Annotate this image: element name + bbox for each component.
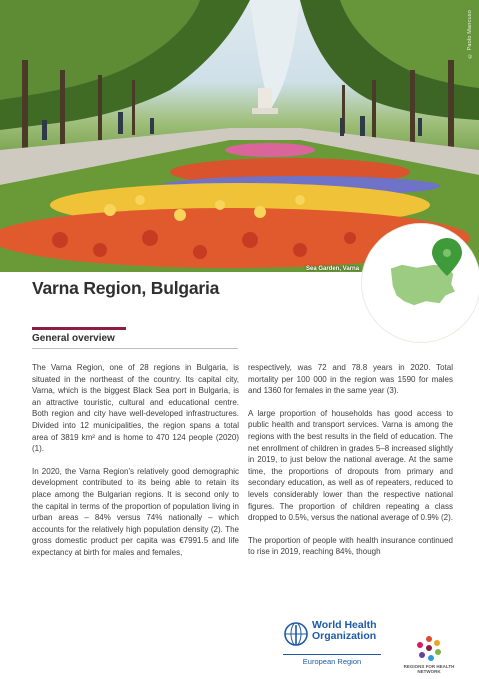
photo-caption: Sea Garden, Varna: [306, 266, 360, 272]
photo-credit: © Paolo Mancuso: [467, 10, 473, 59]
paragraph: In 2020, the Varna Region's relatively good demographic development contributed to its being able to retain its place among the Bulgarian regions. It is second only to the capital in terms of the proportion of population living in urban areas – 84% versus 74% nationally – which accounts for the relatively high population density (2). The gross domestic product per capita was €7991.5 and life expectancy at birth for males and females,: [32, 466, 239, 557]
section-title: General overview: [32, 333, 115, 344]
who-name: [312, 620, 377, 642]
location-map: [362, 224, 479, 342]
paragraph: respectively, was 72 and 78.8 years in 2020. Total mortality per 100 000 in the region was 1590 for males and 1360 for females in the same year (3).: [248, 363, 453, 396]
section-accent-bar: [32, 327, 126, 330]
who-emblem-icon: [283, 621, 309, 647]
who-logo: [283, 618, 383, 668]
paragraph: A large proportion of households has good access to public health and transport services. Varna is among the regions with the best results in the field of education. The net enrollment of children in grades 5–8 increased slightly in 2019, to just below the national average. At the same time, the proportions of dropouts from primary and secondary education, as well as of repeaters, reduced to levels considerably lower than the respective national figures. The proportion of children repeating a class dropped to 0.5%, versus the national average of 0.9% (2).: [248, 408, 454, 523]
paragraph: The Varna Region, one of 28 regions in Bulgaria, is situated in the northeast of the country. Its capital city, Varna, which is the biggest Black Sea port in Bulgaria, is an attractive touristic, cultural and educational centre. Both region and city have well-developed infrastructures. Divided into 12 municipalities, the region spans a total area of 3819 km² and is home to 470 124 people (2020) (1).: [32, 363, 239, 454]
rfh-label: REGIONS FOR HEALTH NETWORK: [403, 664, 455, 674]
who-region-label: European Region: [283, 654, 381, 670]
who-name-line1: World Health: [312, 619, 377, 631]
page-title: Varna Region, Bulgaria: [32, 278, 220, 298]
text-column-right: [248, 362, 453, 569]
paragraph: The proportion of people with health insurance continued to rise in 2019, reaching 84%, though: [248, 535, 453, 557]
section-divider: [32, 348, 238, 349]
text-column-left: [32, 362, 239, 570]
regions-for-health-logo: [402, 618, 456, 672]
who-name-line2: Organization: [312, 630, 377, 642]
bulgaria-map-icon: [362, 224, 479, 342]
